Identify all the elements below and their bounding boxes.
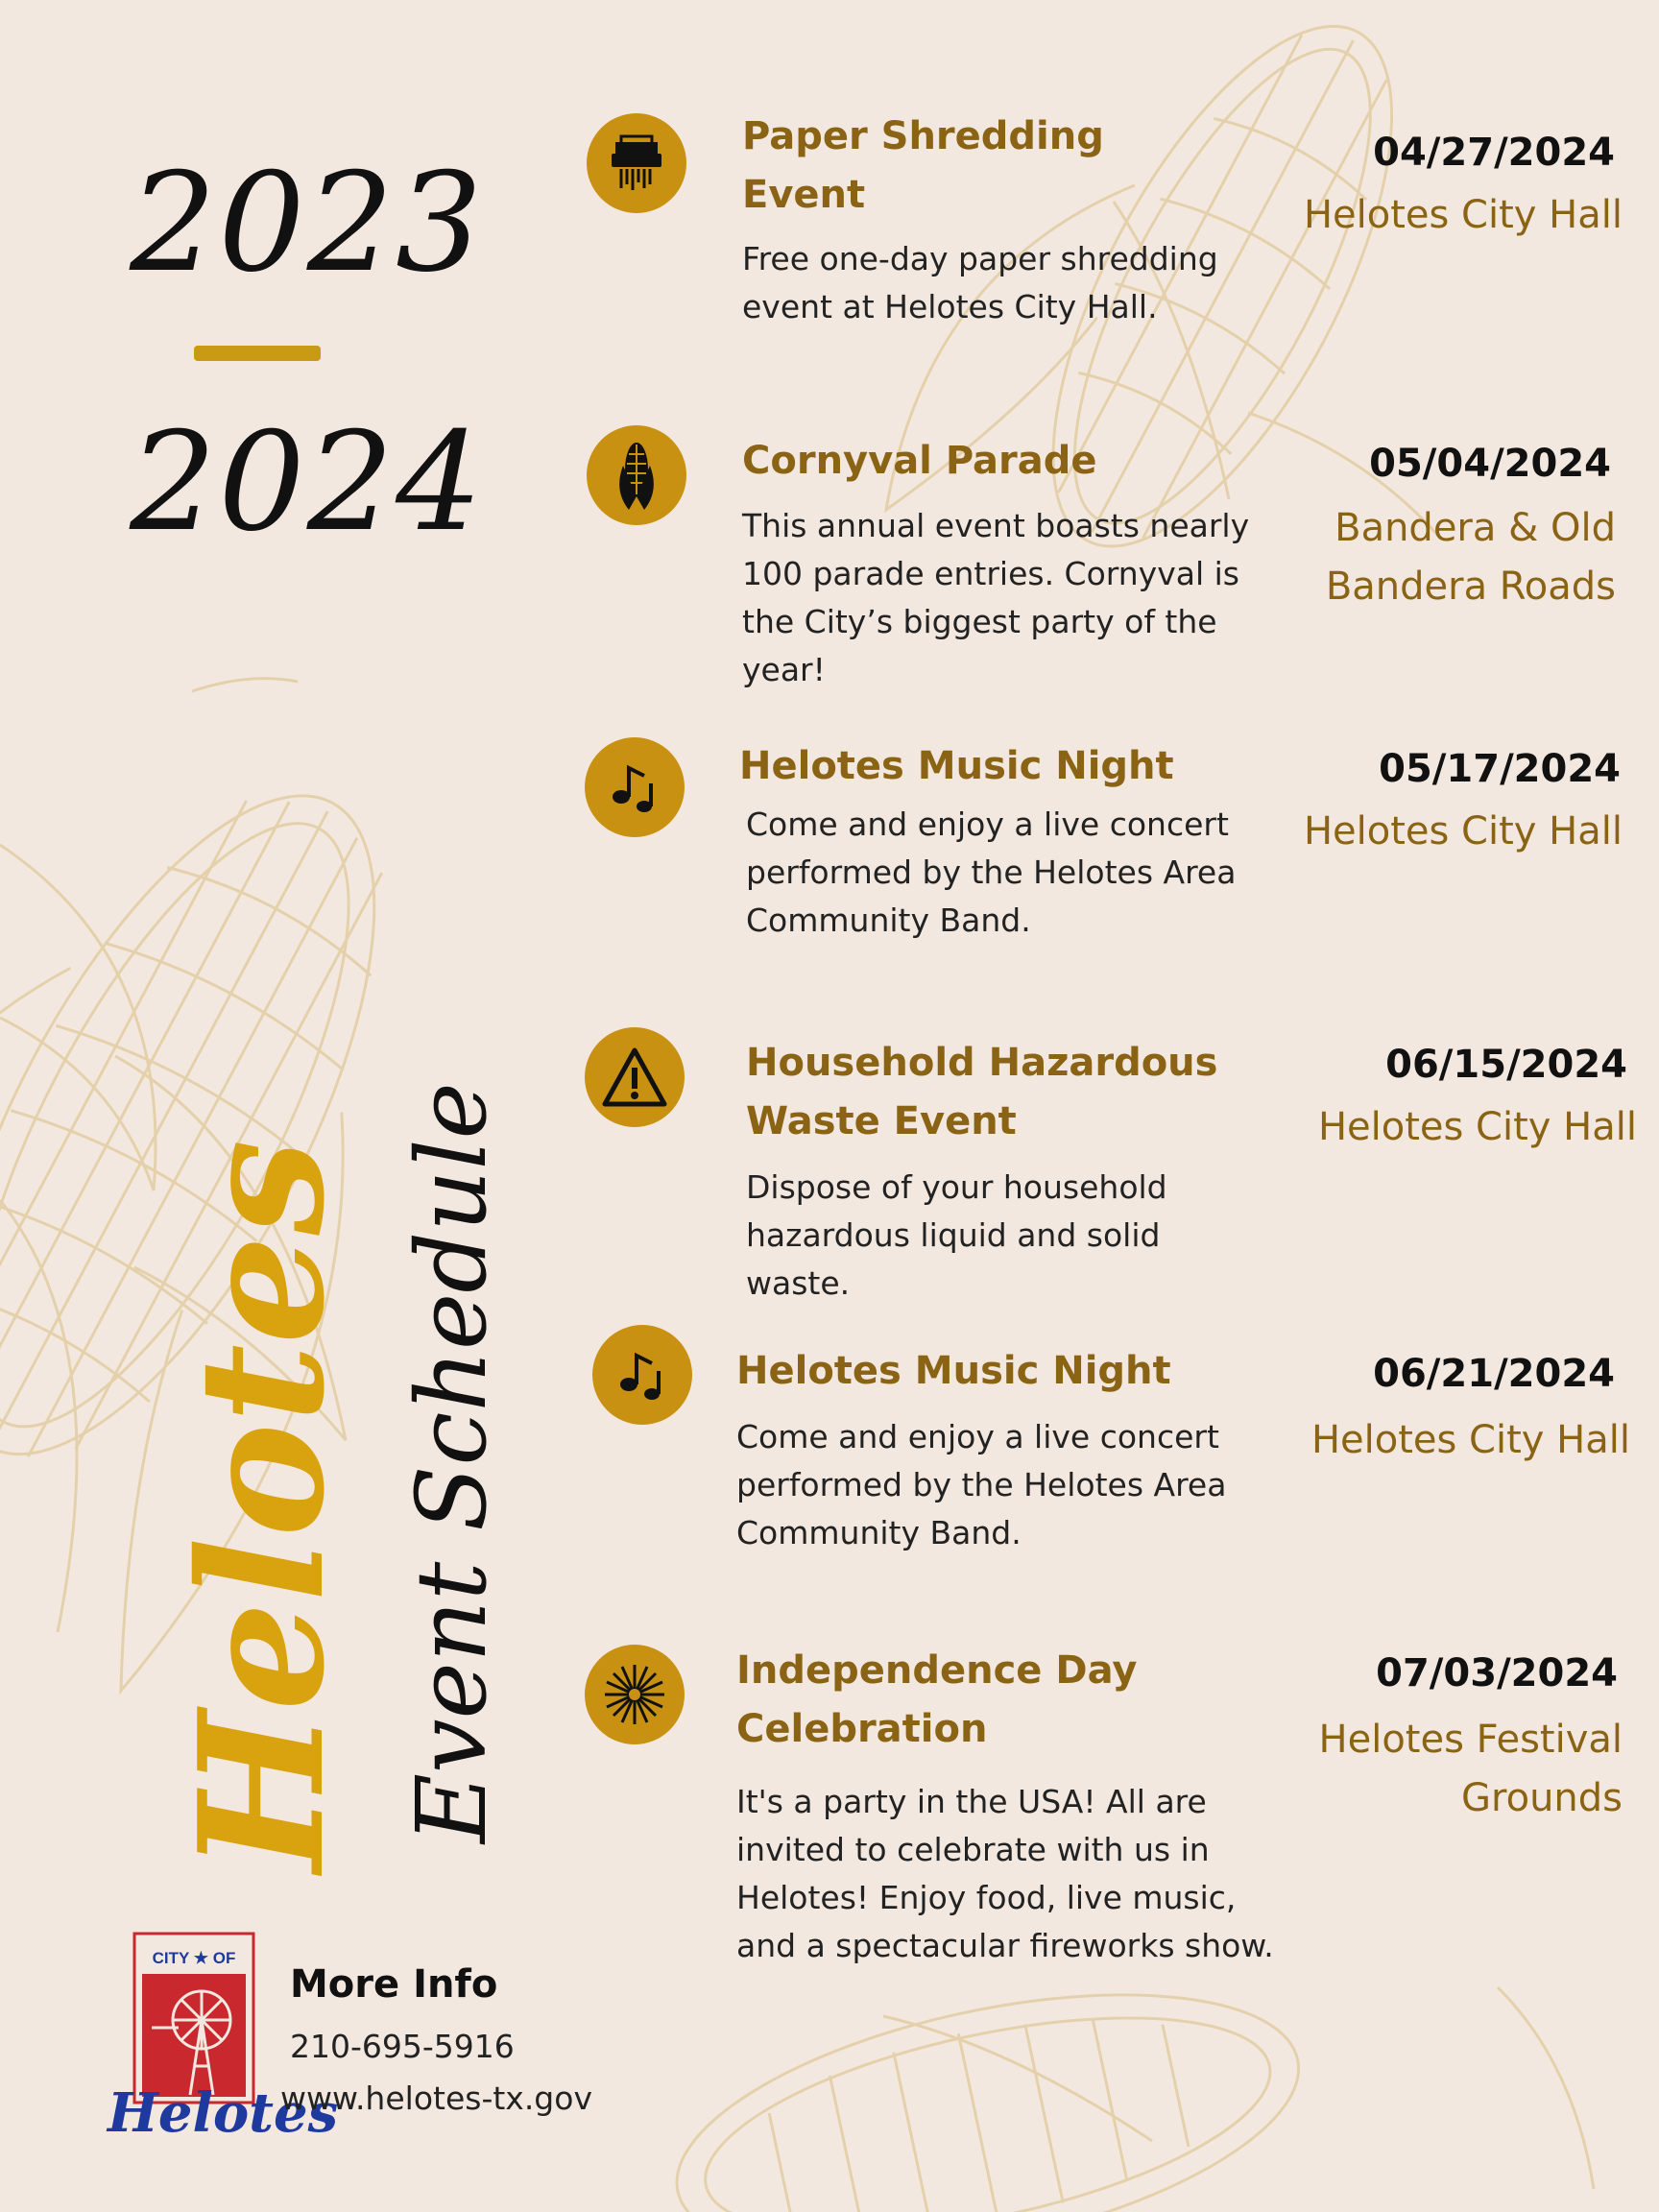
year-start: 2023 [130, 144, 485, 302]
svg-text:CITY ★ OF: CITY ★ OF [152, 1949, 236, 1967]
event-3-title: Helotes Music Night [739, 744, 1174, 788]
event-4-description: Dispose of your household hazardous liquid and solid waste. [746, 1168, 1167, 1302]
event-4-date: 06/15/2024 [1385, 1043, 1627, 1087]
event-2-date: 05/04/2024 [1369, 442, 1611, 486]
event-1-location: Helotes City Hall [1303, 193, 1623, 237]
helotes-title: Helotes [161, 1139, 362, 1872]
event-2-title: Cornyval Parade [742, 439, 1097, 483]
event-6-date: 07/03/2024 [1376, 1651, 1618, 1695]
paper-shredder-icon [587, 113, 686, 213]
event-4-title: Household Hazardous Waste Event [746, 1041, 1218, 1143]
logo-script-text: Helotes [108, 2081, 339, 2145]
event-5-date: 06/21/2024 [1373, 1352, 1615, 1396]
event-1-title: Paper Shredding Event [742, 114, 1104, 217]
year-end: 2024 [130, 403, 485, 562]
event-1-description: Free one-day paper shredding event at Helotes City Hall. [742, 240, 1218, 325]
year-separator [194, 346, 321, 361]
event-2-location: Bandera & Old Bandera Roads [1325, 506, 1616, 609]
event-schedule-title: Event Schedule [396, 1082, 508, 1843]
phone-number[interactable]: 210-695-5916 [290, 2028, 515, 2065]
event-3-location: Helotes City Hall [1303, 809, 1623, 854]
website-link[interactable]: www.helotes-tx.gov [280, 2080, 592, 2117]
event-2-description: This annual event boasts nearly 100 parade entries. Cornyval is the City’s biggest party of the year! [742, 507, 1250, 688]
event-5-description: Come and enjoy a live concert performed by the Helotes Area Community Band. [736, 1418, 1227, 1551]
event-3-description: Come and enjoy a live concert performed by the Helotes Area Community Band. [746, 805, 1237, 939]
more-info-heading: More Info [290, 1962, 498, 2007]
event-4-location: Helotes City Hall [1317, 1105, 1637, 1149]
music-notes-icon-2 [592, 1325, 692, 1425]
event-3-date: 05/17/2024 [1379, 747, 1621, 791]
music-notes-icon [585, 737, 685, 837]
event-6-location: Helotes Festival Grounds [1318, 1718, 1623, 1820]
hazard-warning-icon [585, 1027, 685, 1127]
event-5-title: Helotes Music Night [736, 1349, 1171, 1393]
corn-icon [587, 425, 686, 525]
event-1-date: 04/27/2024 [1373, 131, 1615, 175]
city-of-helotes-logo [132, 1932, 255, 2104]
event-6-description: It's a party in the USA! All are invited to celebrate with us in Helotes! Enjoy food, live music, and a spectacular fireworks show. [736, 1783, 1274, 1964]
event-6-title: Independence Day Celebration [736, 1648, 1138, 1751]
event-5-location: Helotes City Hall [1310, 1418, 1630, 1462]
fireworks-icon [585, 1645, 685, 1744]
